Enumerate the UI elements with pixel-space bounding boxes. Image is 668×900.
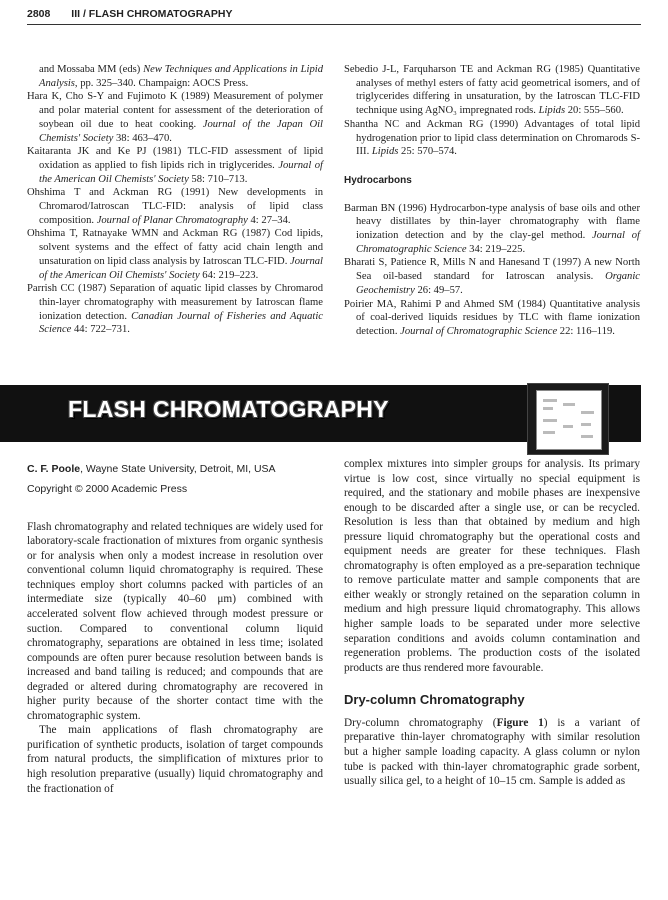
section-heading: Dry-column Chromatography — [344, 692, 525, 708]
reference-item: Barman BN (1996) Hydrocarbon-type analysis of base oils and other heavy distillates by thin-layer chromatography with flame ionization detection and by the clay-gel method. Journal of Chromatographic Science 34: 219–225. — [344, 202, 640, 255]
running-title: III / FLASH CHROMATOGRAPHY — [71, 8, 233, 20]
journal-title: Journal of Chromatographic Science — [400, 325, 558, 337]
dry-column-paragraph: Dry-column chromatography (Figure 1) is a variant of preparative thin-layer chromatography with similar resolution but a higher sample loading capacity. A glass column or nylon tube is packed with thin-layer chromatographic grade sorbent, usually silica gel, to a height of 10–15 cm. Sample is added as — [344, 716, 640, 788]
reference-item: Bharati S, Patience R, Mills N and Hanesand T (1997) A new North Sea oil-based standard for Iatroscan analysis. Organic Geochemistry 26: 49–57. — [344, 257, 640, 296]
journal-title: Lipids — [538, 105, 566, 117]
journal-title: New Techniques and Applications in Lipid Analysis — [39, 64, 323, 89]
journal-title: Journal of the American Oil Chemists' Society — [39, 159, 323, 185]
running-header — [27, 8, 641, 24]
author-line — [27, 462, 323, 477]
author-name: C. F. Poole — [27, 463, 81, 475]
reference-item: Ohshima T and Ackman RG (1991) New developments in Chromarod/Iatroscan TLC-FID: analysis of lipid class composition. Journal of Planar Chromatography 4: 27–34. — [27, 187, 323, 226]
references-right-column — [344, 63, 640, 339]
journal-title: Canadian Journal of Fisheries and Aquatic Science — [39, 310, 323, 336]
article-right-column — [344, 457, 640, 789]
journal-title: Journal of Planar Chromatography — [96, 214, 248, 226]
continuation-paragraph: complex mixtures into simpler groups for analysis. Its primary virtue is low cost, since virtually no special equipment is required, and the stationary and mobile phases are inexpensive enough to be discarded after a single use, or can be recycled. Resolution is less than that obtained by medium and high pressure liquid chromatography but the operational costs and equipment needs are greater for these techniques. Flash chromatography is often employed as a pre-separation technique to remove particulate matter and sample components that are either weakly or strongly retained on the separation column in medium and high pressure liquid chromatography. This allows higher sample loads to be separated under more selective separation conditions and avoids column contamination and regeneration problems. The production costs of the isolated products are thus rendered more favourable. — [344, 458, 640, 674]
journal-title: Lipids — [371, 146, 399, 158]
journal-title: Organic Geochemistry — [356, 271, 640, 296]
header-rule — [27, 24, 641, 25]
references-left-column — [27, 63, 323, 337]
reference-item: and Mossaba MM (eds) New Techniques and Applications in Lipid Analysis, pp. 325–340. Champaign: AOCS Press. — [39, 64, 323, 89]
journal-title: Journal of the Japan Oil Chemists' Society — [39, 118, 323, 144]
reference-item: Sebedio J-L, Farquharson TE and Ackman RG (1985) Quantitative analyses of methyl esters of fatty acid geometrical isomers, and of triglycerides differing in unsaturation, by the Iatroscan TLC-FID technique using AgNO₃ impregnated rods. Lipids 20: 555–560. — [344, 64, 640, 117]
page-number: 2808 — [27, 8, 51, 20]
figure-1-link[interactable]: Figure 1 — [496, 716, 544, 729]
reference-item: Shantha NC and Ackman RG (1990) Advantages of total lipid hydrogenation prior to lipid class determination on Chromarods S-III. Lipids 25: 570–574. — [344, 118, 640, 158]
article-title: FLASH CHROMATOGRAPHY — [68, 396, 389, 422]
intro-paragraph: Flash chromatography and related techniques are widely used for laboratory-scale fractionation of mixtures from organic synthesis or for analysis when only a modest increase in resolution over conventional column liquid chromatography is required. These techniques employ short columns packed with particles of an intermediate size (typically 40–60 μm) combined with accelerated solvent flow achieved through modest pressure or suction. Compared to conventional column liquid chromatography, separations are obtained in less time; isolated compounds are often purer because resolution between bands is increased and band tailing is reduced; and compounds that are degraded or altered during chromatography are recovered in higher purity because of the shorter contact time with the chromatographic system. — [27, 520, 323, 722]
hydrocarbons-heading: Hydrocarbons — [344, 174, 412, 186]
author-affiliation: , Wayne State University, Detroit, MI, USA — [80, 463, 276, 475]
article-left-column — [27, 462, 323, 796]
reference-item: Poirier MA, Rahimi P and Ahmed SM (1984) Quantitative analysis of coal-derived liquids residues by TLC with flame ionization detection. Journal of Chromatographic Science 22: 116–119. — [344, 298, 640, 337]
reference-item: Parrish CC (1987) Separation of aquatic lipid classes by Chromarod thin-layer chromatography with measurement by Iatroscan flame ionization detection. Canadian Journal of Fisheries and Aquatic Science 44: 722–731. — [27, 283, 323, 336]
chromatography-logo-icon — [527, 383, 609, 455]
reference-item: Kaitaranta JK and Ke PJ (1981) TLC-FID assessment of lipid oxidation as applied to fish lipids rich in triglycerides. Journal of the American Oil Chemists' Society 58: 710–713. — [27, 146, 323, 185]
applications-paragraph: The main applications of flash chromatography are purification of synthetic products, isolation of target compounds from natural products, the simplification of mixtures prior to high resolution preparative (usually) liquid chromatography and the fractionation of — [27, 724, 323, 795]
journal-title: Journal of the American Oil Chemists' Society — [39, 255, 323, 281]
journal-title: Journal of Chromatographic Science — [356, 230, 640, 255]
reference-item: Hara K, Cho S-Y and Fujimoto K (1989) Measurement of polymer and polar material content for assessment of the deterioration of soybean oil due to heat cooking. Journal of the Japan Oil Chemists' Society 38: 463–470. — [27, 91, 323, 144]
copyright: Copyright © 2000 Academic Press — [27, 483, 188, 495]
reference-item: Ohshima T, Ratnayake WMN and Ackman RG (1987) Cod lipids, solvent systems and the effect of fatty acid chain length and unsaturation on lipid class analysis by Iatroscan TLC-FID. Journal of the American Oil Chemists' Society 64: 219–223. — [27, 228, 323, 281]
